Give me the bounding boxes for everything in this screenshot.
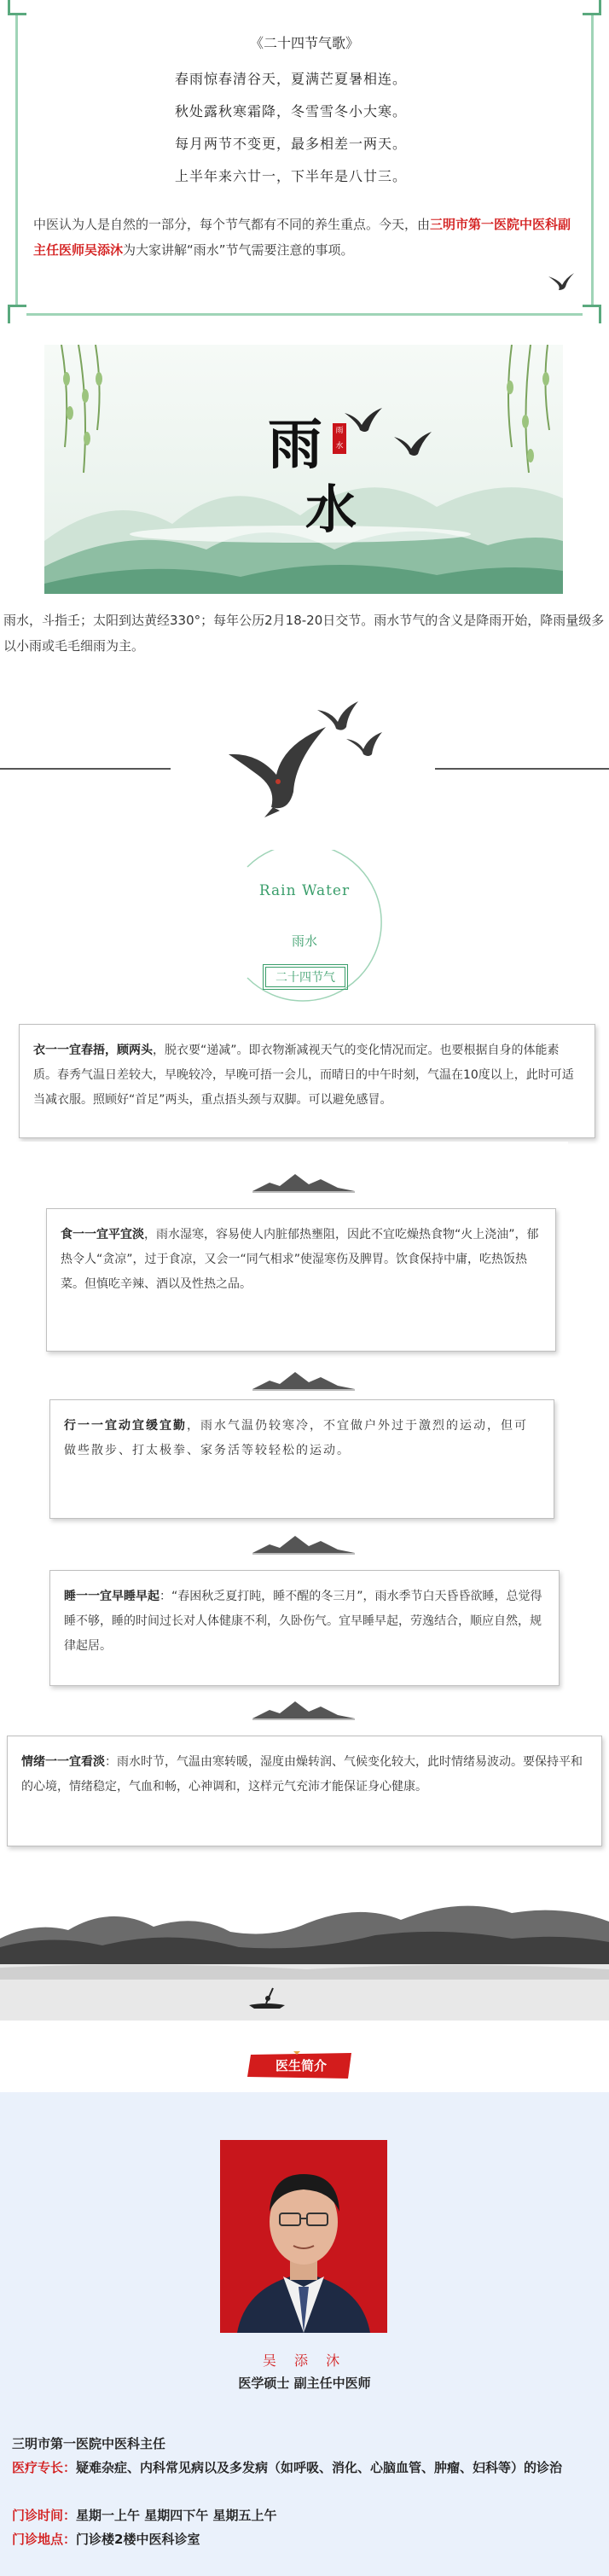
seal-stamp: 雨水 [333,423,346,454]
mountain-ornament-icon [252,1698,355,1720]
card-body: ，雨水湿寒，容易使人内脏郁热壅阻，因此不宜吃燥热食物“火上浇油”，郁热令人“贪凉”，过于食凉，又会一“同气相求”使湿寒伤及脾胃。饮食保持中庸，吃热饭热菜。但慎吃辛辣、酒以及性热之品。 [61,1228,539,1291]
clinic-place-label: 门诊地点： [12,2532,77,2547]
calligraphy-shui: 水 [305,480,357,540]
rain-water-chinese: 雨水 [291,933,317,949]
swallow-icon [223,693,386,821]
poem-title: 《二十四节气歌》 [249,35,359,51]
doctor-clinic-place [12,2527,600,2551]
poem-line: 春雨惊春清谷天，夏满芒夏暑相连。 [175,71,408,87]
card-clothing [19,1024,595,1138]
intro-text: 中医认为人是自然的一部分，每个节气都有不同的养生重点。今天，由 [33,217,431,232]
card-heading: 情绪一一宜看淡 [21,1755,105,1769]
solar-term-label: 二十四节气 [265,967,345,987]
intro-text: 为大家讲解“雨水”节气需要注意的事项。 [123,242,354,258]
corner-ornament [8,0,26,15]
rain-water-english: Rain Water [258,882,351,899]
poem-line: 上半年来六廿一，下半年是八廿三。 [175,168,408,184]
doctor-name: 吴 添 沐 [262,2352,347,2369]
card-activity [49,1399,554,1519]
card-body: ，雨水气温仍较寒冷，不宜做户外过于激烈的运动，但可做些散步、打太极拳、家务活等较轻松的运动。 [64,1419,528,1457]
mountain-ornament-icon [252,1369,355,1391]
doctor-highlight: 三明市第一医院中医科副主任医师吴添沐 [33,217,571,258]
ink-landscape-image [0,1879,609,2021]
card-body: ：“春困秋乏夏打盹，睡不醒的冬三月”，雨水季节白天昏昏欲睡，总觉得睡不够，睡的时间过长对人体健康不利，久卧伤气。宜早睡早起，劳逸结合，顺应自然，规律起居。 [64,1590,542,1653]
poem-line: 秋处露秋寒霜降，冬雪雪冬小大寒。 [175,103,408,119]
divider-line [0,768,171,770]
calligraphy-yu: 雨 [268,413,322,477]
card-heading: 行一一宜动宜缓宜勤 [64,1419,187,1433]
yushui-description: 雨水，斗指壬；太阳到达黄经330°；每年公历2月18-20日交节。雨水节气的含义是降雨开始，降雨量级多以小雨或毛毛细雨为主。 [3,613,605,654]
card-body: ：雨水时节，气温由寒转暖，湿度由燥转润、气候变化较大，此时情绪易波动。要保持平和的心境，情绪稳定，气血和畅，心神调和，这样元气充沛才能保证身心健康。 [21,1755,583,1794]
solar-term-box [263,964,348,990]
card-shadow-strip [5,1142,568,1169]
corner-ornament [583,0,601,15]
doctor-photo [220,2140,387,2333]
card-emotion [7,1736,602,1846]
card-sleep [49,1570,560,1686]
doctor-specialty [12,2456,600,2480]
specialty-text: 疑难杂症、内科常见病以及多发病（如呼吸、消化、心脑血管、肿瘤、妇科等）的诊治 [76,2460,563,2475]
card-diet [46,1208,556,1352]
card-heading: 睡一一宜早睡早起 [64,1590,160,1603]
doctor-title: 医学硕士 副主任中医师 [238,2375,371,2391]
poem-line: 每月两节不变更，最多相差一两天。 [175,136,408,152]
clinic-place-text: 门诊楼2楼中医科诊室 [76,2532,200,2547]
yushui-banner-image [44,345,563,594]
corner-ornament [8,305,26,323]
corner-ornament [583,305,601,323]
mountain-ornament-icon [252,1171,355,1193]
doctor-badge-label: 医生简介 [275,2058,327,2073]
divider-line [435,768,609,770]
mountain-ornament-icon [252,1532,355,1555]
intro-paragraph [33,212,579,263]
card-heading: 食一一宜平宜淡 [61,1228,144,1241]
clinic-time-text: 星期一上午 星期四下午 星期五上午 [76,2508,277,2523]
poem-box [15,0,594,316]
card-heading: 衣一一宜春捂，顾两头 [33,1044,153,1057]
clinic-time-label: 门诊时间： [12,2508,77,2523]
specialty-label: 医疗专长： [12,2460,77,2475]
doctor-clinic-time [12,2503,600,2527]
swallow-icon [547,271,576,292]
doctor-hospital: 三明市第一医院中医科主任 [12,2436,166,2451]
card-body: ，脱衣要“递减”。即衣物渐减视天气的变化情况而定。也要根据自身的体能素质。春秀气温日差较大，早晚较冷，早晚可捂一会儿，而晴日的中午时刻，气温在10度以上，此时可适当减衣服。照顾好“首足”两头，重点捂头颈与双脚。可以避免感冒。 [33,1044,574,1107]
